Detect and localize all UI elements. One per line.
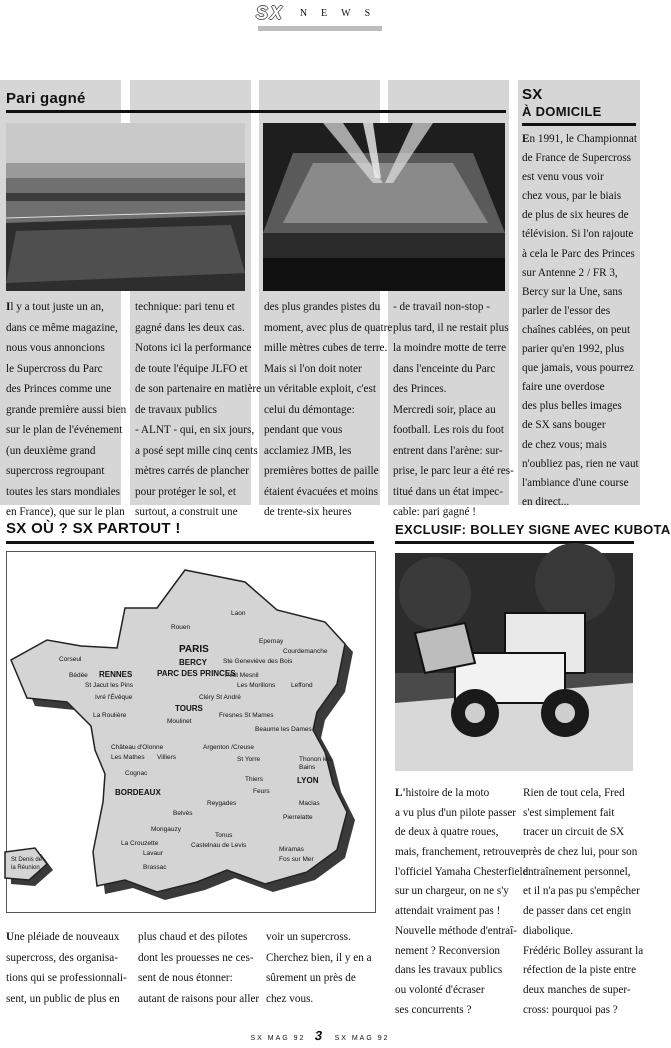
text-line: Mais si l'on doit noter: [264, 362, 362, 375]
pari-column-4: [393, 297, 514, 523]
title-rule: [395, 541, 634, 544]
map-city: St Yorre: [237, 756, 261, 763]
text-line: de passer dans cet engin: [523, 905, 632, 918]
text-line: près de chez lui, pour son: [523, 846, 638, 859]
text-line: deux manches de super-: [523, 983, 631, 996]
pari-column-3: [264, 297, 392, 523]
arena-photo: [263, 123, 505, 291]
text-line: est venu vous voir: [522, 171, 604, 184]
france-map: [6, 551, 376, 913]
text-line: Cherchez bien, il y en a: [266, 951, 372, 964]
map-city: Bédée: [69, 672, 88, 679]
text-line: gagné dans les deux cas.: [135, 321, 245, 334]
text-line: dont les prouesses ne ces-: [138, 951, 254, 964]
map-city: St Jacut les Pins: [85, 682, 134, 689]
map-city: Cléry St André: [199, 694, 241, 701]
text-line: l'ambiance d'une course: [522, 476, 629, 489]
text-line: grande première aussi bien: [6, 403, 127, 416]
sx-logo: SX: [255, 3, 284, 24]
map-city: PARC DES PRINCES: [157, 669, 236, 678]
section-name: NEWS: [299, 7, 385, 19]
map-city: Fresnes St Mames: [219, 712, 274, 719]
map-city: Moulinet: [167, 718, 192, 725]
map-city: BERCY: [179, 658, 208, 667]
text-line: de France de Supercross: [522, 152, 632, 165]
title-rule: [6, 110, 506, 113]
text-line: de trente-six heures: [264, 506, 352, 518]
pari-column-2: [135, 297, 261, 523]
text-line: cross: pourquoi pas ?: [523, 1003, 618, 1016]
text-line: sur le plan de l'événement: [6, 424, 123, 436]
text-line: supercross, des organisa-: [6, 951, 118, 964]
map-city: Miramas: [279, 846, 304, 853]
text-line: faire une overdose: [522, 381, 605, 394]
map-city: Château d'Olonne: [111, 744, 164, 751]
text-line: technique: pari tenu et: [135, 301, 235, 313]
text-line: le Supercross du Parc: [6, 362, 103, 375]
exclusif-title: EXCLUSIF: BOLLEY SIGNE AVEC KUBOTA: [395, 522, 671, 537]
loader-photo: [395, 553, 633, 771]
text-line: ses concurrents ?: [395, 1003, 472, 1016]
text-line: (un deuxième grand: [6, 444, 96, 457]
map-city: Les Morillons: [237, 682, 276, 689]
text-line: a posé sept mille cinq cents: [135, 444, 258, 457]
text-line: sûrement un près de: [266, 972, 356, 984]
map-city: Castelnau de Levis: [191, 842, 247, 849]
arena-illustration: [263, 123, 505, 291]
map-city: Rouen: [171, 624, 191, 631]
text-line: sent, un public de plus en: [6, 992, 120, 1005]
page-number: 3: [314, 1028, 326, 1043]
text-line: Mercredi soir, place au: [393, 403, 496, 416]
text-line: de son partenaire en matière: [135, 383, 262, 395]
map-city: Epernay: [259, 638, 284, 645]
text-line: football. Les rois du foot: [393, 424, 504, 436]
text-line: de deux à quatre roues,: [395, 826, 499, 839]
text-line: un véritable exploit, c'est: [264, 383, 376, 395]
text-line: cable: pari gagné !: [393, 506, 476, 518]
map-city: TOURS: [175, 704, 203, 713]
exclusif-column-1: [395, 784, 528, 1020]
map-city: RENNES: [99, 670, 133, 679]
text-line: de SX sans bouger: [522, 419, 606, 432]
text-line: voir un supercross.: [266, 931, 351, 943]
text-line: en direct...: [522, 495, 570, 508]
text-line: tracer un circuit de SX: [523, 826, 625, 839]
text-line: chez vous, par le biais: [522, 190, 622, 203]
partout-column-3: [266, 927, 372, 1009]
text-line: n'oubliez pas, rien ne vaut: [522, 457, 639, 470]
text-line: En 1991, le Championnat: [522, 133, 637, 145]
map-city: Petit Mesnil: [225, 672, 259, 679]
text-line: que jamais, vous pourrez: [522, 362, 634, 375]
page-footer: [240, 1028, 400, 1042]
text-line: parier qu'en 1992, plus: [522, 343, 625, 356]
text-line: Nouvelle méthode d'entraî-: [395, 924, 517, 937]
map-city: PARIS: [179, 644, 209, 655]
text-line: des plus grandes pistes du: [264, 301, 381, 313]
map-city: La Roulière: [93, 712, 127, 719]
text-line: réfection de la piste entre: [523, 964, 637, 977]
map-city: Pierrelatte: [283, 814, 313, 821]
footer-magazine-name: SX MAG 92: [250, 1035, 306, 1042]
text-line: toutes les stars mondiales: [6, 485, 121, 498]
text-line: premières bottes de paille: [264, 465, 379, 477]
text-line: celui du démontage:: [264, 403, 355, 416]
text-line: l'officiel Yamaha Chesterfield: [395, 865, 529, 878]
map-city: Reygades: [207, 800, 237, 807]
text-line: acclamiez JMB, les: [264, 444, 352, 457]
map-city: La Crouzette: [121, 840, 159, 847]
domicile-text: [522, 130, 639, 512]
text-line: de chez vous; mais: [522, 438, 607, 451]
france-outline: [7, 552, 375, 912]
text-line: s'est simplement fait: [523, 806, 615, 819]
text-line: mètres carrés de plancher: [135, 465, 249, 477]
text-line: L'histoire de la moto: [395, 787, 490, 799]
footer-magazine-name: SX MAG 92: [334, 1035, 390, 1042]
text-line: nous vous annoncions: [6, 342, 105, 354]
text-line: autant de raisons pour aller: [138, 992, 260, 1005]
text-line: Une pléiade de nouveaux: [6, 931, 120, 943]
text-line: dans ce même magazine,: [6, 321, 118, 334]
text-line: sent de nous étonner:: [138, 972, 233, 984]
partout-column-1: [6, 927, 127, 1009]
text-line: diabolique.: [523, 924, 574, 937]
text-line: en France), que sur le plan: [6, 506, 125, 518]
text-line: Notons ici la performance: [135, 342, 252, 354]
text-line: surtout, a construit une: [135, 506, 238, 518]
map-city: Maclas: [299, 800, 320, 807]
map-city: Leffond: [291, 682, 313, 689]
map-city: St Denis de la Réunion: [11, 857, 43, 871]
text-line: et il n'a pas pu s'empêcher: [523, 885, 640, 898]
text-line: - ALNT - qui, en six jours,: [135, 424, 255, 436]
text-line: ou volonté d'écraser: [395, 983, 485, 996]
domicile-title-sx: SX: [522, 86, 543, 103]
text-line: supercross regroupant: [6, 465, 105, 477]
map-city: Thiers: [245, 776, 264, 783]
text-line: Frédéric Bolley assurant la: [523, 944, 644, 957]
text-line: chaînes cablées, on peut: [522, 323, 631, 336]
loader-illustration: [395, 553, 633, 771]
text-line: des Princes.: [393, 383, 447, 395]
text-line: attendait vraiment pas !: [395, 905, 501, 918]
text-line: parler de l'essor des: [522, 304, 611, 317]
pari-column-1: [6, 297, 126, 523]
map-city: Courdemanche: [283, 648, 328, 655]
text-line: entrent dans l'arène: sur-: [393, 444, 503, 457]
text-line: étaient évacuées et moins: [264, 485, 378, 498]
text-line: Bercy sur la Une, sans: [522, 285, 623, 298]
magazine-header: [222, 4, 418, 24]
text-line: nement ? Reconversion: [395, 944, 501, 957]
map-city: Feurs: [253, 788, 270, 795]
text-line: dans les travaux publics: [395, 964, 503, 977]
title-rule: [6, 541, 374, 544]
stadium-illustration: [6, 123, 245, 291]
map-city: BORDEAUX: [115, 788, 161, 797]
map-city: Belvès: [173, 810, 193, 817]
text-line: tions qui se professionnali-: [6, 972, 127, 984]
text-line: la moindre motte de terre: [393, 342, 507, 354]
map-city: Fos sur Mer: [279, 856, 314, 863]
partout-title: SX OÙ ? SX PARTOUT !: [6, 520, 181, 537]
text-line: prise, le parc leur a été res-: [393, 465, 514, 477]
partout-column-2: [138, 927, 259, 1009]
map-city: Brassac: [143, 864, 167, 871]
text-line: à cela le Parc des Princes: [522, 247, 635, 260]
map-city: Ste Geneviève des Bois: [223, 658, 293, 665]
text-line: Rien de tout cela, Fred: [523, 787, 625, 799]
text-line: Il y a tout juste un an,: [6, 301, 104, 313]
text-line: a vu plus d'un pilote passer: [395, 806, 517, 819]
text-line: pour protéger le sol, et: [135, 485, 236, 498]
exclusif-column-2: [523, 784, 643, 1020]
header-bar: [258, 26, 382, 31]
map-city: Thonon les Bains: [299, 756, 332, 771]
map-city: Villiers: [157, 754, 177, 761]
title-rule: [522, 123, 636, 126]
text-line: de plus de six heures de: [522, 209, 629, 222]
text-line: sur Antenne 2 / FR 3,: [522, 266, 618, 279]
text-line: plus tard, il ne restait plus: [393, 321, 509, 334]
text-line: sur un chargeur, on ne s'y: [395, 885, 509, 898]
map-city: Les Mathes: [111, 754, 145, 761]
text-line: pendant que vous: [264, 424, 343, 436]
map-city: Ivré l'Évêque: [95, 694, 133, 701]
text-line: de travaux publics: [135, 403, 218, 416]
text-line: chez vous.: [266, 992, 314, 1005]
text-line: dans l'enceinte du Parc: [393, 362, 496, 375]
text-line: mille mètres cubes de terre.: [264, 342, 388, 354]
map-city: Lavaur: [143, 850, 163, 857]
text-line: des Princes comme une: [6, 383, 112, 395]
domicile-title: À DOMICILE: [522, 104, 602, 119]
map-city: Tonus: [215, 832, 233, 839]
map-city: Corseul: [59, 656, 82, 663]
text-line: titué dans un état impec-: [393, 485, 503, 498]
stadium-photo: [6, 123, 245, 291]
map-city: LYON: [297, 776, 319, 785]
text-line: mais, franchement, retrouver: [395, 846, 525, 859]
text-line: entraînement personnel,: [523, 865, 631, 878]
pari-gagne-title: Pari gagné: [6, 90, 86, 107]
map-city: Laon: [231, 610, 246, 617]
text-line: télévision. Si l'on rajoute: [522, 228, 634, 241]
map-city: Cognac: [125, 770, 148, 777]
text-line: - de travail non-stop -: [393, 301, 490, 313]
text-line: de toute l'équipe JLFO et: [135, 362, 248, 375]
text-line: plus chaud et des pilotes: [138, 931, 248, 943]
text-line: moment, avec plus de quatre: [264, 321, 393, 334]
map-city: Argenton /Creuse: [203, 744, 254, 751]
map-city: Beaume les Dames: [255, 726, 312, 733]
text-line: des plus belles images: [522, 400, 622, 413]
map-city: Mongauzy: [151, 826, 181, 833]
